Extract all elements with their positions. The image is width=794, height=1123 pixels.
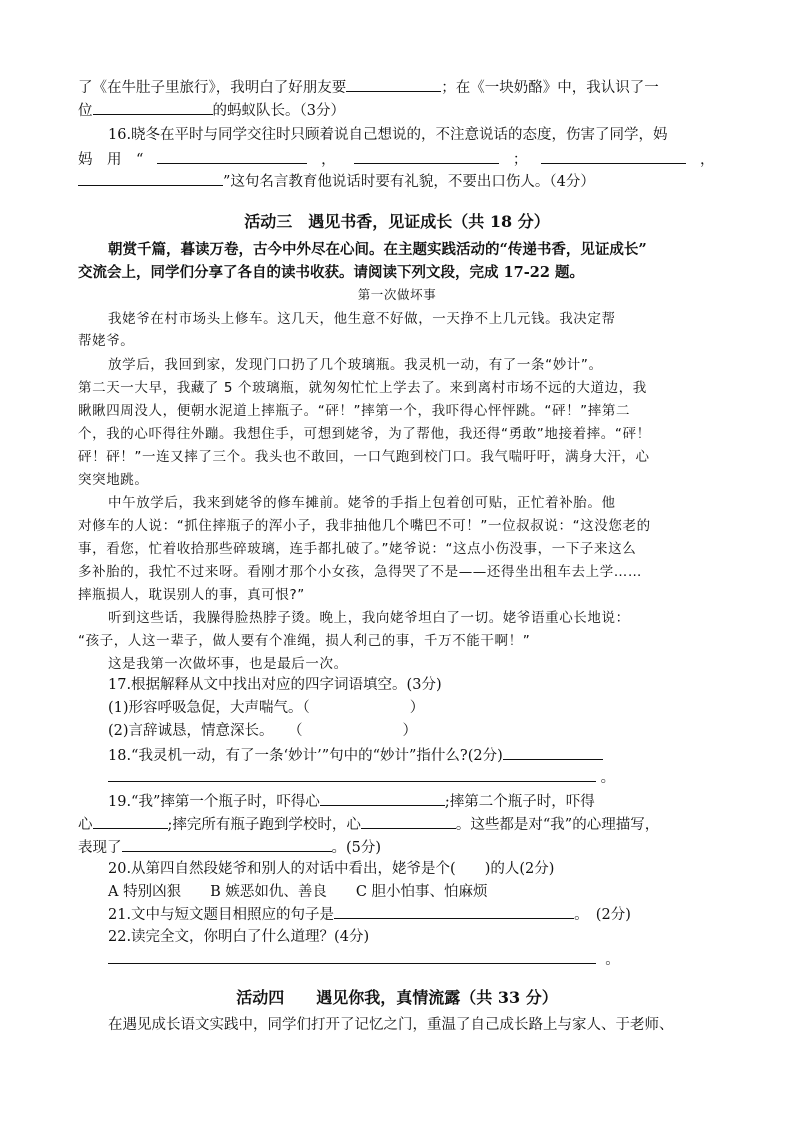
q19-line-1: 19.“我”摔第一个瓶子时，吓得心 ;摔第二个瓶子时，吓得 bbox=[108, 790, 734, 813]
story-line: 砰！砰！”一连又摔了三个。我头也不敢回，一口气跑到校门口。我气喘吁吁，满身大汗，心 bbox=[78, 449, 650, 465]
story-line: 突突地跳。 bbox=[78, 472, 149, 488]
answer-blank[interactable] bbox=[541, 148, 686, 164]
q15-line-1: 了《在牛肚子里旅行》，我明白了好朋友要 ；在《一块奶酪》中，我认识了一 bbox=[78, 76, 734, 99]
story-line: 中午放学后，我来到姥爷的修车摊前。姥爷的手指上包着创可贴，正忙着补胎。他 bbox=[108, 495, 616, 511]
q19-line-2: 心 ;摔完所有瓶子跑到学校时，心 。这些都是对“我”的心理描写， bbox=[78, 813, 734, 836]
story-line: 瞅瞅四周没人，便朝水泥道上摔瓶子。“砰！”摔第一个，我吓得心怦怦跳。“砰！”摔第二 bbox=[78, 403, 631, 419]
answer-blank[interactable] bbox=[78, 170, 223, 186]
q15-line-2: 位 的蚂蚁队长。（3分） bbox=[78, 99, 734, 122]
story-line: 第二天一大早，我藏了 5 个玻璃瓶，就匆匆忙忙上学去了。来到离村市场不远的大道边，我 bbox=[78, 380, 647, 396]
answer-blank[interactable] bbox=[122, 836, 332, 852]
answer-blank[interactable] bbox=[157, 148, 307, 164]
answer-blank[interactable] bbox=[108, 948, 596, 964]
answer-blank[interactable] bbox=[334, 903, 574, 919]
activity3-intro-1: 朝赏千篇，暮读万卷，古今中外尽在心间。在主题实践活动的“传递书香，见证成长” bbox=[108, 241, 647, 258]
story-line: 个，我的心吓得往外蹦。我想住手，可想到姥爷，为了帮他，我还得“勇敢”地接着摔。“砰！ bbox=[78, 426, 651, 442]
q16-line-2: 妈 用 “ ， ； ， bbox=[78, 148, 734, 171]
story-line: 多补胎的，我忙不过来呀。看刚才那个小女孩，急得哭了不是——还得坐出租车去上学…… bbox=[78, 564, 642, 580]
story-line: 帮姥爷。 bbox=[78, 333, 135, 349]
q17-sub-2: (2)言辞诚恳，情意深长。 （ ） bbox=[108, 723, 418, 739]
answer-blank[interactable] bbox=[503, 744, 603, 760]
q22-stem: 22.读完全文，你明白了什么道理？(4分) bbox=[108, 929, 370, 945]
answer-blank[interactable] bbox=[320, 790, 445, 806]
story-line: 事，看您，忙着收拾那些碎玻璃，连手都扎破了。”姥爷说：“这点小伤没事，一下子来这么 bbox=[78, 541, 637, 557]
q19-line-3: 表现了 。(5分) bbox=[78, 836, 734, 859]
answer-blank[interactable] bbox=[354, 148, 499, 164]
story-line: 这是我第一次做坏事，也是最后一次。 bbox=[108, 656, 348, 672]
q20-stem: 20.从第四自然段姥爷和别人的对话中看出，姥爷是个( )的人(2分) bbox=[108, 861, 555, 877]
story-line: “孩子，人这一辈子，做人要有个准绳，损人利己的事，千万不能干啊！” bbox=[78, 633, 531, 649]
activity3-title: 活动三 遇见书香，见证成长（共 18 分） bbox=[244, 212, 550, 231]
story-line: 对修车的人说：“抓住摔瓶子的浑小子，我非抽他几个嘴巴不可！”一位叔叔说：“这没您老的 bbox=[78, 518, 651, 534]
q22-line-2: 。 bbox=[108, 948, 734, 971]
story-line: 听到这些话，我臊得脸热脖子烫。晚上，我向姥爷坦白了一切。姥爷语重心长地说： bbox=[108, 610, 630, 626]
q17-sub-1: (1)形容呼吸急促，大声喘气。（ ） bbox=[108, 700, 425, 716]
q18-stem: 18.“我灵机一动，有了一条‘妙计’”句中的“妙计”指什么?(2分) bbox=[108, 744, 734, 767]
answer-blank[interactable] bbox=[93, 99, 213, 115]
activity4-title: 活动四 遇见你我，真情流露（共 33 分） bbox=[236, 988, 558, 1007]
activity3-intro-2: 交流会上，同学们分享了各自的读书收获。请阅读下列文段，完成 17-22 题。 bbox=[78, 264, 584, 281]
q16-stem: 16.晓冬在平时与同学交往时只顾着说自己想说的，不注意说话的态度，伤害了同学，妈 bbox=[108, 127, 668, 143]
answer-blank[interactable] bbox=[108, 766, 596, 782]
story-title: 第一次做坏事 bbox=[357, 287, 437, 302]
story-line: 摔瓶损人，耽误别人的事，真可恨?” bbox=[78, 587, 305, 603]
answer-blank[interactable] bbox=[93, 813, 168, 829]
activity4-intro: 在遇见成长语文实践中，同学们打开了记忆之门，重温了自己成长路上与家人、于老师、 bbox=[108, 1017, 674, 1033]
answer-blank[interactable] bbox=[346, 76, 441, 92]
answer-blank[interactable] bbox=[361, 813, 456, 829]
q16-line-3: ”这句名言教育他说话时要有礼貌，不要出口伤人。（4分） bbox=[78, 170, 734, 193]
q17-stem: 17.根据解释从文中找出对应的四字词语填空。(3分) bbox=[108, 677, 442, 693]
story-line: 放学后，我回到家，发现门口扔了几个玻璃瓶。我灵机一动，有了一条“妙计”。 bbox=[108, 357, 603, 373]
q18-line-2: 。 bbox=[108, 766, 734, 789]
q20-options[interactable]: A 特别凶狠 B 嫉恶如仇、善良 C 胆小怕事、怕麻烦 bbox=[108, 884, 488, 900]
q21-stem: 21.文中与短文题目相照应的句子是 。 (2分) bbox=[108, 903, 734, 926]
story-line: 我姥爷在村市场头上修车。这几天，他生意不好做，一天挣不上几元钱。我决定帮 bbox=[108, 311, 616, 327]
